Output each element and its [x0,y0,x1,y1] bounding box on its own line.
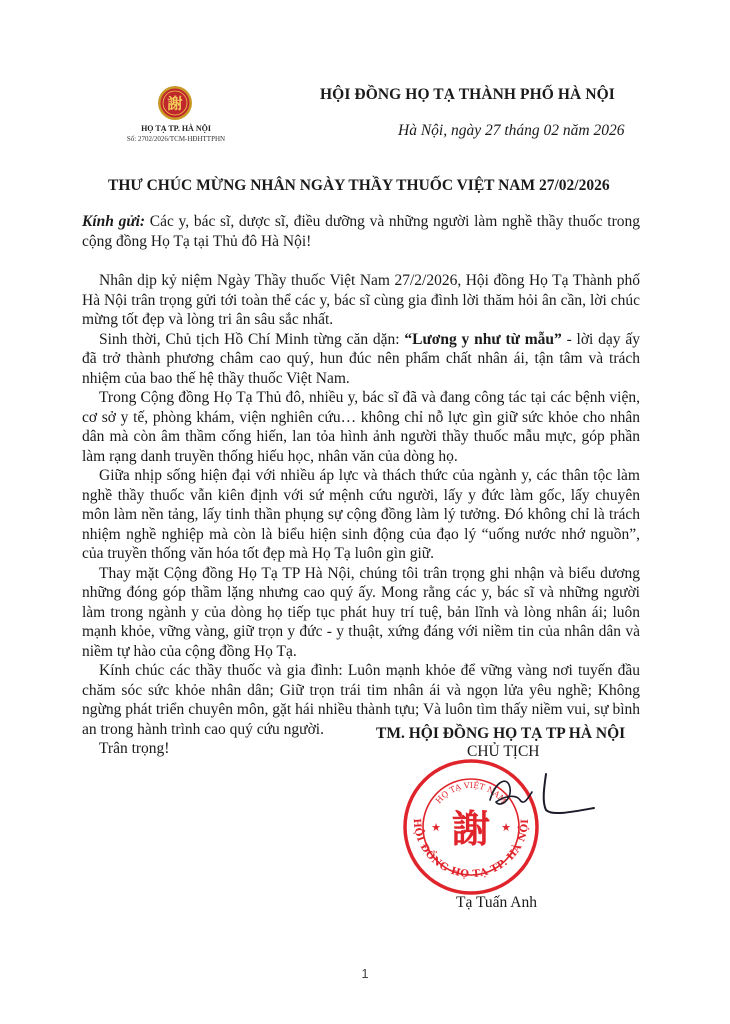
reference-number: Số: 2702/2026/TCM-HĐHTTPHN [126,135,226,143]
organization-title: HỘI ĐỒNG HỌ TẠ THÀNH PHỐ HÀ NỘI [320,86,615,103]
recipient-line [82,212,640,251]
seal-ring-text: HỘI ĐỒNG HỌ TẠ TP. HÀ NỘI [410,818,532,881]
paragraph-1: Nhân dịp kỷ niệm Ngày Thầy thuốc Việt Nam 27/2/2026, Hội đồng Họ Tạ Thành phố Hà Nội trân trọng gửi tới toàn thể các y, bác sĩ cùng gia đình lời thăm hỏi ân cần, lời chúc mừng tốt đẹp và lòng tri ân sâu sắc nhất. [82,272,640,328]
page-number: 1 [361,966,369,981]
svg-text:★: ★ [431,822,441,834]
ho-chi-minh-quote: “Lương y như từ mẫu” [404,330,562,348]
recipient-label: Kính gửi: [82,213,146,230]
letter-title: THƯ CHÚC MỪNG NHÂN NGÀY THẦY THUỐC VIỆT NAM 27/02/2026 [108,177,610,194]
paragraph-2-intro: Sinh thời, Chủ tịch Hồ Chí Minh từng căn dặn: [99,330,405,348]
closing: Trân trọng! [99,740,170,757]
signatory-role: CHỦ TỊCH [467,743,540,760]
paragraph-5: Thay mặt Cộng đồng Họ Tạ TP Hà Nội, chúng tôi trân trọng ghi nhận và biểu dương những đóng góp thầm lặng nhưng cao quý ấy. Mong rằng các y, bác sĩ và những người làm trong ngành y của dòng họ tiếp tục phát huy trí tuệ, bản lĩnh và lòng nhân ái; luôn mạnh khỏe, vững vàng, giữ trọn y đức - y thuật, xứng đáng với niềm tin của nhân dân và niềm tự hào của cộng đồng Họ Tạ. [82,564,640,660]
paragraph-4: Giữa nhịp sống hiện đại với nhiều áp lực và thách thức của ngành y, các thân tộc làm nghề thầy thuốc vẫn kiên định với sứ mệnh cứu người, lấy y đức làm gốc, lấy chuyên môn làm nền tảng, lấy tinh thần phụng sự cộng đồng làm lý tưởng. Đó không chỉ là trách nhiệm nghề nghiệp mà còn là biểu hiện sinh động của đạo lý “uống nước nhớ nguồn”, của truyền thống văn hóa tốt đẹp mà Họ Tạ luôn gìn giữ. [82,467,640,562]
date-line: Hà Nội, ngày 27 tháng 02 năm 2026 [398,122,625,139]
logo-glyph: 謝 [167,94,183,113]
paragraph-2-rest: - lời dạy ấy đã trở thành phương châm cao quý, hun đúc nên phẩm chất nhân ái, tận tâm và trách nhiệm của bao thế hệ thầy thuốc Việt Nam. [82,330,640,387]
signatory-organization: TM. HỘI ĐỒNG HỌ TẠ TP HÀ NỘI [376,725,626,742]
seal-glyph: 謝 [451,807,491,851]
svg-text:★: ★ [501,822,511,834]
paragraph-2 [82,330,640,389]
family-logo [157,85,193,121]
paragraph-3: Trong Cộng đồng Họ Tạ Thủ đô, nhiều y, bác sĩ đã và đang công tác tại các bệnh viện, cơ sở y tế, phòng khám, viện nghiên cứu… không chỉ nỗ lực gìn giữ sức khỏe cho nhân dân mà còn âm thầm cống hiến, lan tỏa hình ảnh người thầy thuốc mẫu mực, góp phần làm rạng danh truyền thống hiếu học, nhân văn của dòng họ. [82,389,640,465]
logo-org-name: HỌ TẠ TP. HÀ NỘI [141,124,211,133]
seal-top-text: HỌ TẠ VIỆT NAM [434,780,508,806]
letter-body [82,212,640,759]
handwritten-signature [486,770,598,820]
paragraph-6: Kính chúc các thầy thuốc và gia đình: Luôn mạnh khỏe để vững vàng nơi tuyến đầu chăm sóc sức khỏe nhân dân; Giữ trọn trái tim nhân ái và ngọn lửa yêu nghề; Không ngừng phát triển chuyên môn, gặt hái nhiều thành tựu; Và luôn tìm thấy niềm vui, sự bình an trong hành trình cao quý cứu người. [82,662,640,738]
signer-name: Tạ Tuấn Anh [456,894,537,911]
recipient-text: Các y, bác sĩ, dược sĩ, điều dưỡng và những người làm nghề thầy thuốc trong cộng đồng Họ Tạ tại Thủ đô Hà Nội! [82,213,641,250]
